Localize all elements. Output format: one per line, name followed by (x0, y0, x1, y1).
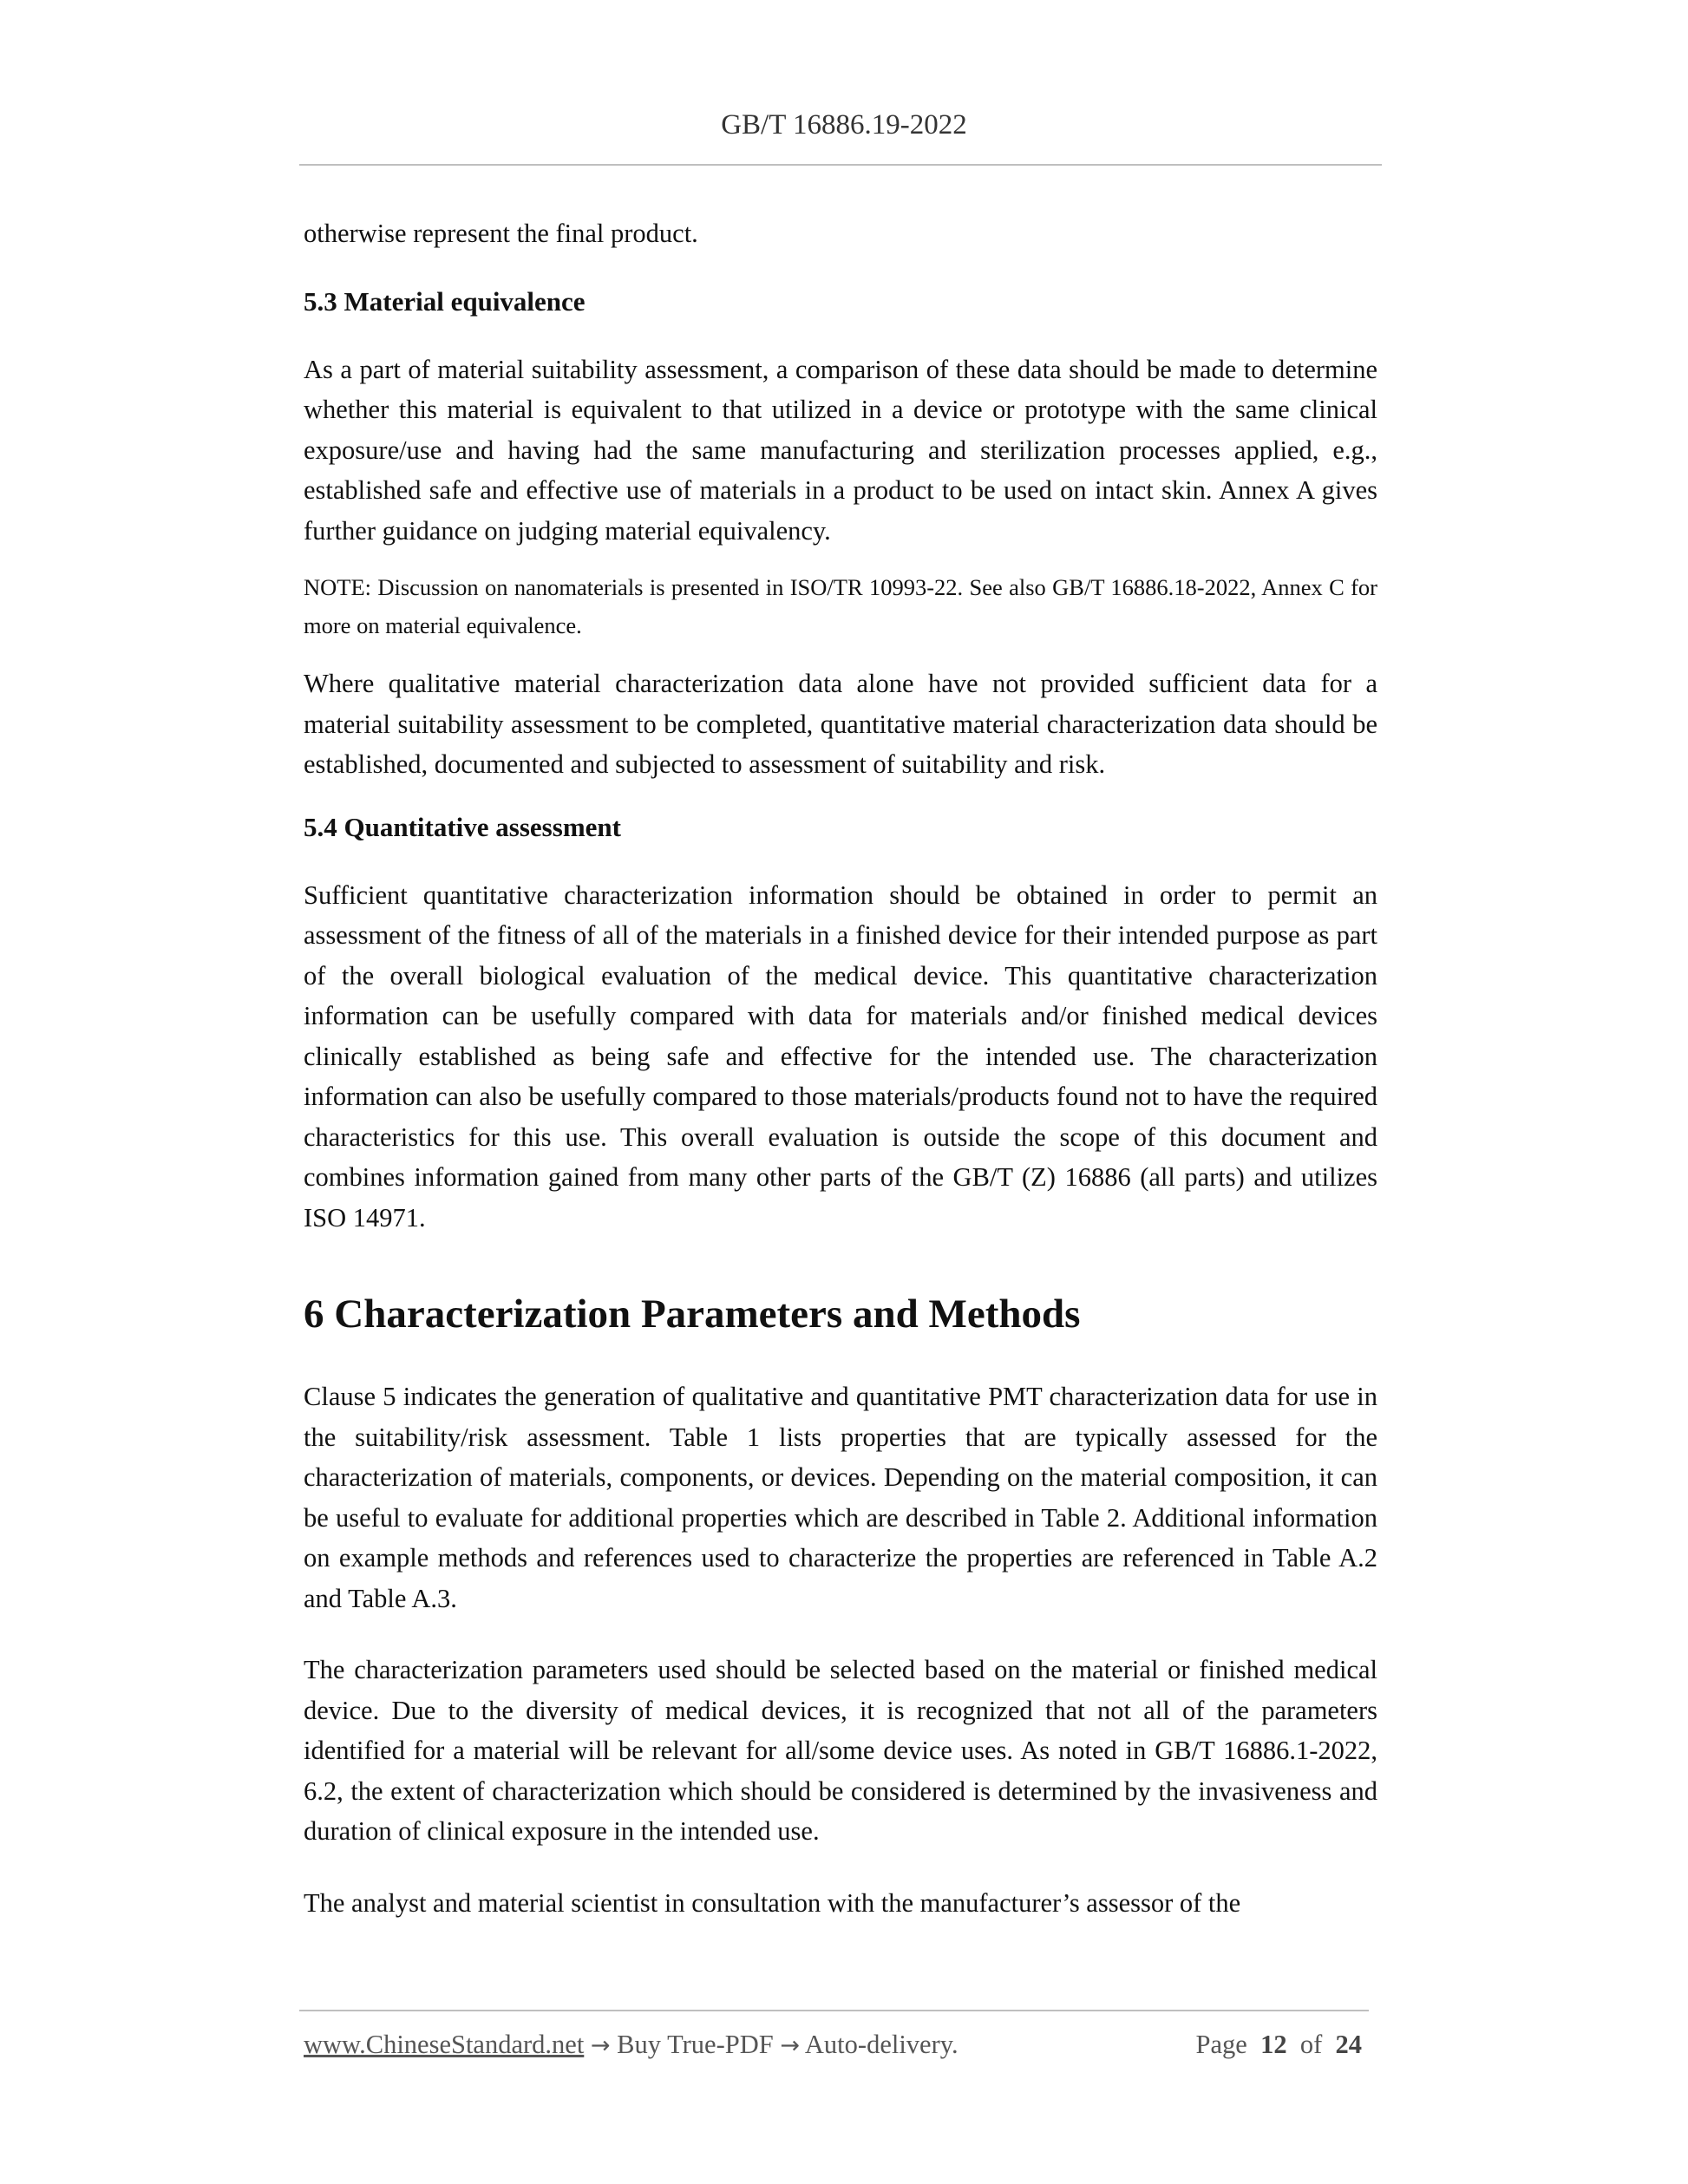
section-5-4-heading: 5.4 Quantitative assessment (304, 811, 621, 842)
page-footer (304, 2030, 1369, 2070)
section-6-paragraph-3: The analyst and material scientist in consultation with the manufacturer’s assessor of the (304, 1887, 1241, 1918)
header-divider (299, 164, 1382, 166)
total-page-number: 24 (1335, 2030, 1362, 2059)
section-6-paragraph-2: The characterization parameters used should be selected based on the material or finished medical device. Due to the diversity of medical devices, it is recognized that not all of the parameters identified for a material will be relevant for all/some device uses. As noted in GB/T 16886.1-2022, 6.2, the extent of characterization which should be considered is determined by the invasiveness and duration of clinical exposure in the intended use. (304, 1655, 1377, 1846)
arrow-right-icon: → (780, 2032, 800, 2059)
current-page-number: 12 (1260, 2030, 1287, 2059)
page-of-label: of (1299, 2030, 1323, 2059)
section-5-3-paragraph-1: As a part of material suitability assessment, a comparison of these data should be made to determine whether this material is equivalent to that utilized in a device or prototype with the same clinical exposure/use and having had the same manufacturing and sterilization processes applied, e.g., established safe and effective use of materials in a product to be used on intact skin. Annex A gives further guidance on judging material equivalency. (304, 354, 1377, 546)
page-content (304, 213, 1377, 1923)
section-5-4-paragraph-1: Sufficient quantitative characterization information should be obtained in order to permit an assessment of the fitness of all of the materials in a finished device for their intended purpose as part of the overall biological evaluation of the medical device. This quantitative characterization information can be usefully compared with data for materials and/or finished medical devices clinically established as being safe and effective for the intended use. The characterization information can also be usefully compared to those materials/products found not to have the required characteristics for this use. This overall evaluation is outside the scope of this document and combines information gained from many other parts of the GB/T (Z) 16886 (all parts) and utilizes ISO 14971. (304, 879, 1377, 1233)
page-indicator (1196, 2030, 1362, 2060)
section-5-3-heading: 5.3 Material equivalence (304, 285, 586, 317)
footer-divider (299, 2010, 1369, 2011)
section-5-3-paragraph-2: Where qualitative material characterization data alone have not provided sufficient data for a material suitability assessment to be completed, quantitative material characterization data should be established, documented and subjected to assessment of suitability and risk. (304, 669, 1377, 779)
section-5-3-note: NOTE: Discussion on nanomaterials is presented in ISO/TR 10993-22. See also GB/T 16886.18-2022, Annex C for more on material equivalence. (304, 574, 1377, 638)
page-label: Page (1195, 2030, 1247, 2059)
buy-pdf-text: Buy True-PDF (617, 2030, 774, 2059)
arrow-right-icon: → (590, 2032, 611, 2059)
section-6-heading: 6 Characterization Parameters and Methods (304, 1291, 1081, 1337)
continuation-text: otherwise represent the final product. (304, 219, 698, 248)
auto-delivery-text: Auto-delivery. (804, 2030, 958, 2059)
footer-promo (304, 2030, 958, 2060)
section-6-paragraph-1: Clause 5 indicates the generation of qualitative and quantitative PMT characterization data for use in the suitability/risk assessment. Table 1 lists properties that are typically assessed for the characterization of materials, components, or devices. Depending on the material composition, it can be useful to evaluate for additional properties which are described in Table 2. Additional information on example methods and references used to characterize the properties are referenced in Table A.2 and Table A.3. (304, 1382, 1377, 1613)
document-header-title: GB/T 16886.19-2022 (721, 109, 967, 141)
website-link[interactable]: www.ChineseStandard.net (304, 2030, 585, 2059)
